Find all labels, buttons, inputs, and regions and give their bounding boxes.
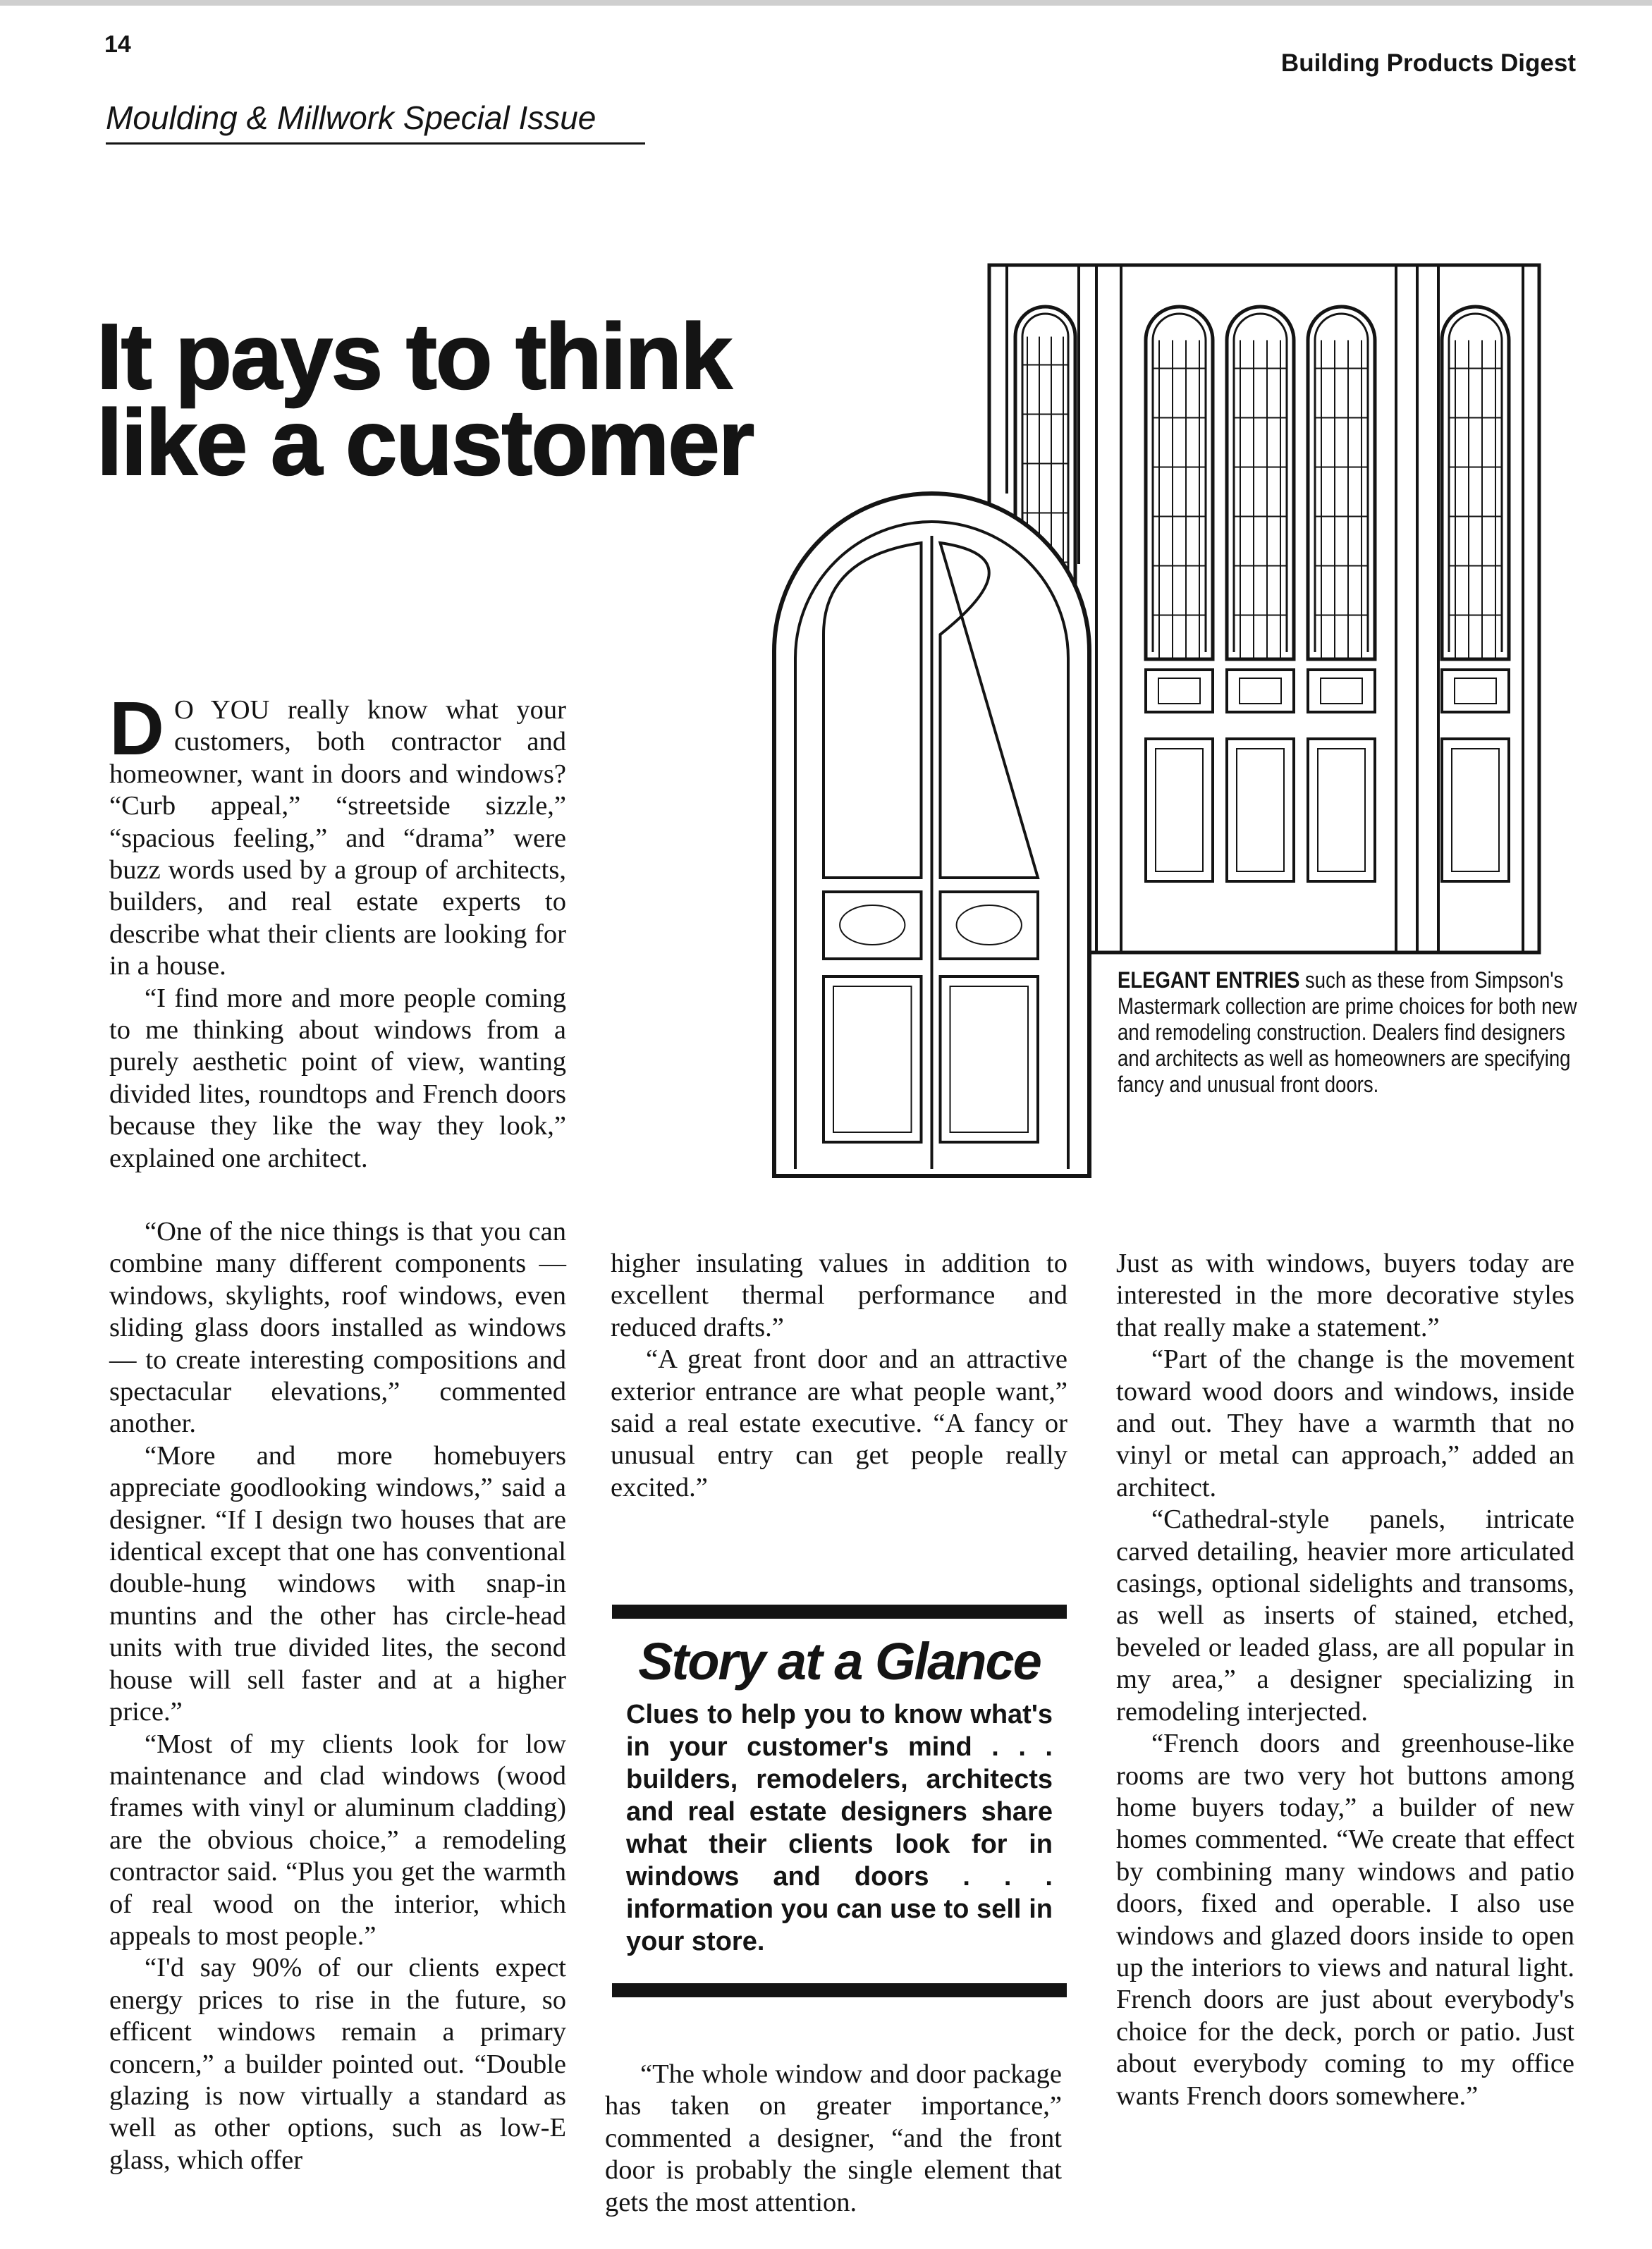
top-rule	[612, 1605, 1067, 1619]
lower-panel-inner	[1452, 749, 1499, 871]
paragraph: higher insulating values in addition to excellent thermal performance and reduced drafts.”	[611, 1249, 1067, 1342]
glass-lite-inner	[1315, 314, 1368, 652]
carved-block	[1442, 670, 1509, 712]
glass-lite	[1015, 307, 1075, 659]
headline	[97, 305, 830, 494]
lower-panel	[1146, 739, 1213, 881]
photo-caption	[1118, 967, 1577, 1098]
glass-lite-inner	[1022, 314, 1068, 652]
arched-door-casing	[795, 522, 1068, 1169]
glance-title: Story at a Glance	[638, 1632, 1041, 1691]
glass-lite-inner	[1234, 314, 1287, 652]
lower-door-panel-inner	[950, 986, 1029, 1132]
carved-block-inner	[1240, 678, 1281, 704]
lower-door-panel	[941, 976, 1039, 1142]
carved-shell	[957, 905, 1022, 945]
page-number: 14	[104, 31, 131, 58]
paragraph: “I find more and more people coming to me thinking about windows from a purely aesthetic point of view, wanting divided lites, roundtops and French doors because they like the way they look,” explained one architect.	[109, 983, 566, 1173]
article-column-3	[1116, 1248, 1574, 2112]
paragraph: D O YOU really know what your customers, both contractor and homeowner, want in doors and windows? “Curb appeal,” “streetside sizzle,” “spacious feeling,” and “drama” were buzz words used by a group of architects, builders, and real estate experts to describe what their clients are looking for in a house.	[109, 685, 566, 981]
paragraph: “The whole window and door package has taken on greater importance,” commented a designer, “and the front door is probably the single element that gets the most attention.	[605, 2059, 1062, 2217]
lower-panel-inner	[1237, 749, 1284, 871]
glass-lite-inner	[1449, 314, 1502, 652]
lower-door-panel	[824, 976, 922, 1142]
carved-block	[1227, 670, 1294, 712]
carved-shell	[840, 905, 905, 945]
arched-door-frame	[774, 494, 1089, 1176]
glance-body: Clues to help you to know what's in your customer's mind . . . builders, remodelers, architects and real estate designers share what their clients look for in windows and doors . . . information you can use to sell in your store.	[626, 1700, 1053, 1956]
glass-lite-inner	[1153, 314, 1206, 652]
upper-door-panel	[941, 543, 1039, 878]
lower-panel	[1442, 739, 1509, 881]
bottom-rule	[612, 1983, 1067, 1997]
drop-cap: D	[109, 685, 164, 771]
paragraph: “Part of the change is the movement toward wood doors and windows, inside and out. They have a warmth that no vinyl or metal can approach,” added an architect.	[1116, 1344, 1574, 1502]
lower-door-panel-inner	[833, 986, 912, 1132]
upper-door-panel	[824, 543, 922, 878]
lower-panel-inner	[1318, 749, 1365, 871]
article-column-2-continued	[605, 2059, 1062, 2219]
paragraph: “Most of my clients look for low maintenance and clad windows (wood frames with vinyl or aluminum cladding) are the obvious choice,” a remodeling contractor said. “Plus you get the warmth of real wood on the interior, which appeals to most people.”	[109, 1729, 566, 1951]
glass-lite	[1308, 307, 1375, 659]
glass-lite	[1227, 307, 1294, 659]
glass-lite	[1146, 307, 1213, 659]
headline-line-1: It pays to think	[97, 305, 731, 408]
story-at-a-glance-box	[612, 1605, 1067, 1997]
paragraph: “One of the nice things is that you can combine many different components — windows, skylights, roof windows, even sliding glass doors installed as windows — to create interesting compositions and spectacular elevations,” commented another.	[109, 1217, 566, 1439]
carved-block	[1146, 670, 1213, 712]
lower-panel	[1227, 739, 1294, 881]
entry-frame	[989, 265, 1539, 952]
article-column-2	[611, 1248, 1067, 1504]
carved-block-inner	[1321, 678, 1362, 704]
article-column-1	[109, 685, 566, 1175]
carved-block-inner	[1158, 678, 1200, 704]
article-column-1-continued	[109, 1216, 566, 2176]
paragraph: “French doors and greenhouse-like rooms are two very hot buttons among home buyers today,” a builder of new homes commented. “We create that effect by combining many windows and patio doors, fixed and operable. I also use windows and glazed doors inside to open up the interiors to views and natural light. French doors are just about everybody's choice for the deck, porch or patio. Just about everybody coming to my office wants French doors somewhere.”	[1116, 1729, 1574, 2111]
glass-lite	[1442, 307, 1509, 659]
paragraph: “A great front door and an attractive exterior entrance are what people want,” said a real estate executive. “A fancy or unusual entry can get people really excited.”	[611, 1344, 1067, 1502]
paragraph: “More and more homebuyers appreciate goodlooking windows,” said a designer. “If I design two houses that are identical except that one has conventional double-hung windows with snap-in muntins and the other has circle-head units with true divided lites, the second house will sell faster and at a higher price.”	[109, 1440, 566, 1727]
section-title: Moulding & Millwork Special Issue	[106, 99, 645, 145]
carved-shell-panel	[941, 892, 1039, 959]
paragraph: “I'd say 90% of our clients expect energy prices to rise in the future, so efficent windows remain a primary concern,” a builder pointed out. “Double glazing is now virtually a standard as well as other options, such as low-E glass, which offer	[109, 1953, 566, 2175]
magazine-title: Building Products Digest	[1280, 49, 1576, 77]
caption-lead: ELEGANT ENTRIES	[1118, 967, 1300, 993]
carved-shell-panel	[824, 892, 922, 959]
paragraph: Just as with windows, buyers today are interested in the more decorative styles that really make a statement.”	[1116, 1249, 1574, 1342]
lower-panel	[1308, 739, 1375, 881]
caption-text: such as these from Simpson's Mastermark collection are prime choices for both new and remodeling construction. Dealers find designers and architects as well as homeowners are specifying fancy and unusual front doors.	[1118, 967, 1577, 1097]
lower-panel-inner	[1156, 749, 1203, 871]
scan-edge	[0, 0, 1652, 6]
headline-line-2: like a customer	[97, 391, 754, 494]
paragraph: “Cathedral-style panels, intricate carved detailing, heavier more articulated casings, optional sidelights and transoms, as well as inserts of stained, etched, beveled or leaded glass, are all popular in my area,” a designer specializing in remodeling interjected.	[1116, 1505, 1574, 1727]
carved-block	[1308, 670, 1375, 712]
carved-block-inner	[1455, 678, 1496, 704]
